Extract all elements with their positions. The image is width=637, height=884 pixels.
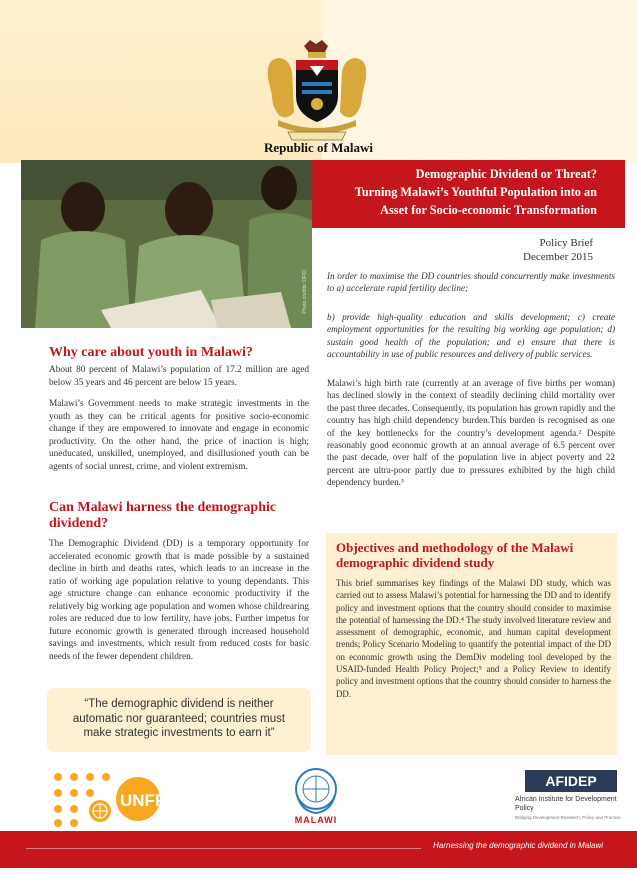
paragraph-dd-definition: The Demographic Dividend (DD) is a temporary opportunity for accelerated economic growth that is made possible by a sustained decline in birth and deaths rates, which leads to an increase in the ratio of working age population relative to young dependants. This age structure change can enhance economic productivity if the relatively big working age population and women whose childrearing roles are reduced due to low fertility, have jobs. Further impetus for future economic growth is generated through increased household savings and investments, which result from reduced costs for basic needs of the fewer dependent children. xyxy=(49,539,309,662)
afidep-tagline: Bridging Development Research, Policy and Practice xyxy=(515,815,621,820)
afidep-logo: AFIDEP xyxy=(525,770,617,792)
photo-students xyxy=(21,160,312,328)
unfpa-text: UNFPA xyxy=(120,791,178,810)
coat-of-arms-icon xyxy=(258,38,376,144)
unfpa-logo xyxy=(116,777,178,821)
afidep-full-name: African Institute for Development Policy xyxy=(515,796,617,812)
paragraph-government: Malawi’s Government needs to make strategic investments in the youth as they can be critical agents for positive socio-economic change if they are empowered to innovate and engage in economic productivity. On the other hand, the price of inaction is high; uneducated, unskilled, unemployed, and disillusioned youth can be agents of social unrest, crime, and violent extremism. xyxy=(49,399,309,472)
brief-date: December 2015 xyxy=(523,250,593,263)
birth-rate-paragraph: Malawi’s high birth rate (currently at an average of five births per woman) has declined slowly in the context of steadily declining child mortality over the past three decades. Consequently, its population has grown rapidly and the country has high child dependency burden.This burden is recognised as one of the key bottlenecks for the country’s development agenda.² Despite reasonably good economic growth at an annual average of 6.5 percent over the past decade, over half of the population live in abject poverty and 22 percent are ultra-poor partly due to pressures exhibited by the high child dependency burden.³ xyxy=(327,378,615,488)
objectives-title: Objectives and methodology of the Malawi demographic dividend study xyxy=(336,540,574,570)
intro-italic-2: b) provide high-quality education and skills development; c) create employment opportunities for the resulting big working age population; d) sustain good health of the population; and e) ensure that there is accountability in use of public resources and delivery of public services. xyxy=(327,312,615,360)
heading-harness: Can Malawi harness the demographic dividend? xyxy=(49,500,277,531)
country-name: Republic of Malawi xyxy=(263,140,374,155)
title-box xyxy=(312,160,625,228)
brief-type: Policy Brief xyxy=(539,237,593,249)
pull-quote: “The demographic dividend is neither automatic nor guaranteed; countries must make strategic investments to earn it” xyxy=(72,698,286,739)
unfpa-dots-icon xyxy=(52,771,116,829)
malawi-logo-text: MALAWI xyxy=(294,815,338,825)
footer-text: Harnessing the demographic dividend in Malawi xyxy=(433,841,603,850)
paragraph-population: About 80 percent of Malawi’s population of 17.2 million are aged below 35 years and 46 percent are below 15 years. xyxy=(49,365,309,388)
title-line-3: Asset for Socio-economic Transformation xyxy=(380,203,597,217)
intro-italic-1: In order to maximise the DD countries should concurrently make investments to a) accelerate rapid fertility decline; xyxy=(327,271,615,294)
footer-divider xyxy=(26,848,421,849)
heading-why-care: Why care about youth in Malawi? xyxy=(49,345,253,360)
brief-info xyxy=(523,237,593,264)
objectives-text: This brief summarises key findings of the Malawi DD study, which was carried out to assess Malawi’s potential for harnessing the DD and to identify policy and investment options that the country should consider to maximise the potential of harnessing the DD.⁴ The study involved literature review and assessment of demographic, economic, and human capital development trends; Policy Scenario Modeling to quantify the potential impact of the DD on economic growth using the DemDiv modeling tool developed by the USAID-funded Health Policy Project;⁵ and a Policy Review to identify policy and investment options that the country should consider to harness the DD. xyxy=(336,578,611,699)
photo-credit: Photo credits: DFID xyxy=(302,270,308,314)
students-photo-illustration xyxy=(21,160,312,328)
title-line-1: Demographic Dividend or Threat? xyxy=(415,167,597,181)
title-line-2: Turning Malawi’s Youthful Population into an xyxy=(354,185,597,199)
